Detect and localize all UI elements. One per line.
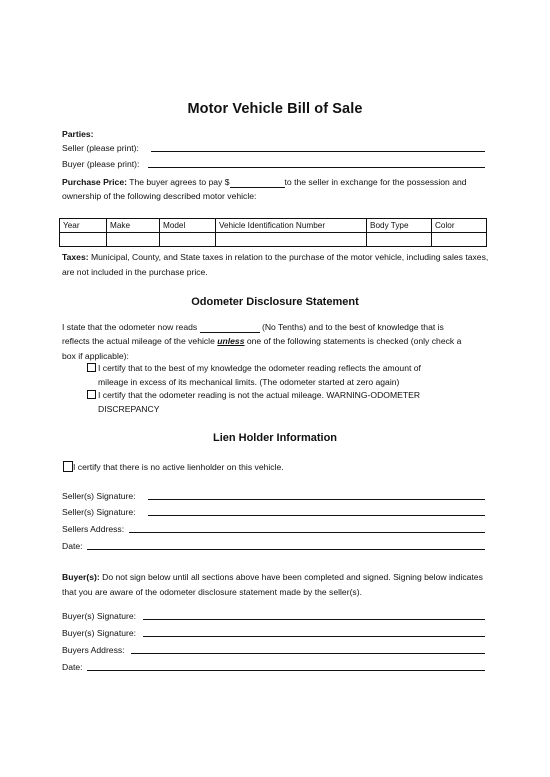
odometer-text: I state that the odometer now reads [62, 322, 200, 332]
buyer-name-field[interactable] [148, 167, 485, 168]
col-color: Color [432, 219, 487, 233]
col-year: Year [60, 219, 107, 233]
purchase-price-text-after: to the seller in exchange for the possession and [284, 177, 467, 187]
not-actual-mileage-checkbox[interactable] [87, 390, 96, 399]
seller-signature-field-2[interactable] [148, 515, 485, 516]
vehicle-table-row [60, 233, 487, 247]
sellers-address-label: Sellers Address: [62, 524, 125, 534]
buyer-bold-label: Buyer(s): [62, 572, 100, 582]
cert2-line1: I certify that the odometer reading is not the actual mileage. WARNING-ODOMETER [98, 390, 421, 400]
year-cell[interactable] [60, 233, 107, 247]
cert1-line2: mileage in excess of its mechanical limits. (The odometer started at zero again) [98, 377, 400, 387]
odometer-line1 [62, 321, 444, 333]
model-cell[interactable] [160, 233, 216, 247]
odometer-text-after: (No Tenths) and to the best of knowledge that is [259, 322, 444, 332]
seller-label: Seller (please print): [62, 143, 139, 153]
odometer-line2-text: reflects the actual mileage of the vehicle [62, 336, 218, 346]
purchase-price-text: The buyer agrees to pay $ [126, 177, 230, 187]
unless-emphasis: unless [217, 336, 245, 346]
taxes-label: Taxes: [62, 252, 89, 262]
cert1-line1: I certify that to the best of my knowledge the odometer reading reflects the amount of [98, 363, 421, 373]
buyer-label: Buyer (please print): [62, 159, 140, 169]
purchase-price-label: Purchase Price: [62, 177, 127, 187]
taxes-text: Municipal, County, and State taxes in relation to the purchase of the motor vehicle, including sales taxes, are not included in the purchase price. [62, 252, 489, 277]
color-cell[interactable] [432, 233, 487, 247]
vehicle-table-header [60, 219, 487, 233]
buyers-address-label: Buyers Address: [62, 645, 125, 655]
taxes-paragraph [62, 250, 490, 280]
seller-signature-label-1: Seller(s) Signature: [62, 491, 136, 501]
buyer-signature-field-1[interactable] [143, 619, 485, 620]
odometer-line2 [62, 336, 461, 347]
mechanical-limits-checkbox[interactable] [87, 363, 96, 372]
seller-date-field[interactable] [87, 549, 485, 550]
odometer-heading: Odometer Disclosure Statement [191, 296, 359, 308]
col-vin: Vehicle Identification Number [216, 219, 367, 233]
parties-label: Parties: [62, 129, 94, 139]
buyer-signature-field-2[interactable] [143, 636, 485, 637]
buyers-address-field[interactable] [131, 653, 485, 654]
buyer-paragraph [62, 570, 490, 600]
buyer-signature-label-1: Buyer(s) Signature: [62, 611, 137, 621]
col-body-type: Body Type [367, 219, 432, 233]
lien-heading: Lien Holder Information [212, 432, 338, 444]
seller-signature-label-2: Seller(s) Signature: [62, 507, 136, 517]
vehicle-table [59, 218, 487, 247]
cert2-line2: DISCREPANCY [98, 404, 160, 414]
seller-name-field[interactable] [151, 151, 485, 152]
buyer-date-label: Date: [62, 662, 83, 672]
buyer-text: Do not sign below until all sections above have been completed and signed. Signing below indicates that you are aware of the odometer disclosure statement made by the seller(s). [62, 572, 483, 597]
odometer-line3: box if applicable): [62, 351, 129, 361]
body-type-cell[interactable] [367, 233, 432, 247]
odometer-line2-text-after: one of the following statements is checked (only check a [244, 336, 462, 346]
vin-cell[interactable] [216, 233, 367, 247]
no-lienholder-checkbox[interactable] [63, 461, 73, 472]
seller-signature-field-1[interactable] [148, 499, 485, 500]
purchase-price-line2: ownership of the following described motor vehicle: [62, 191, 257, 201]
make-cell[interactable] [107, 233, 160, 247]
seller-date-label: Date: [62, 541, 83, 551]
lien-text: I certify that there is no active lienholder on this vehicle. [73, 462, 284, 472]
buyer-date-field[interactable] [87, 670, 485, 671]
purchase-price-line [62, 176, 467, 188]
col-model: Model [160, 219, 216, 233]
odometer-reading-field[interactable] [200, 321, 260, 333]
sellers-address-field[interactable] [129, 532, 485, 533]
buyer-signature-label-2: Buyer(s) Signature: [62, 628, 137, 638]
col-make: Make [107, 219, 160, 233]
purchase-price-field[interactable] [230, 176, 285, 188]
document-title: Motor Vehicle Bill of Sale [187, 101, 363, 117]
